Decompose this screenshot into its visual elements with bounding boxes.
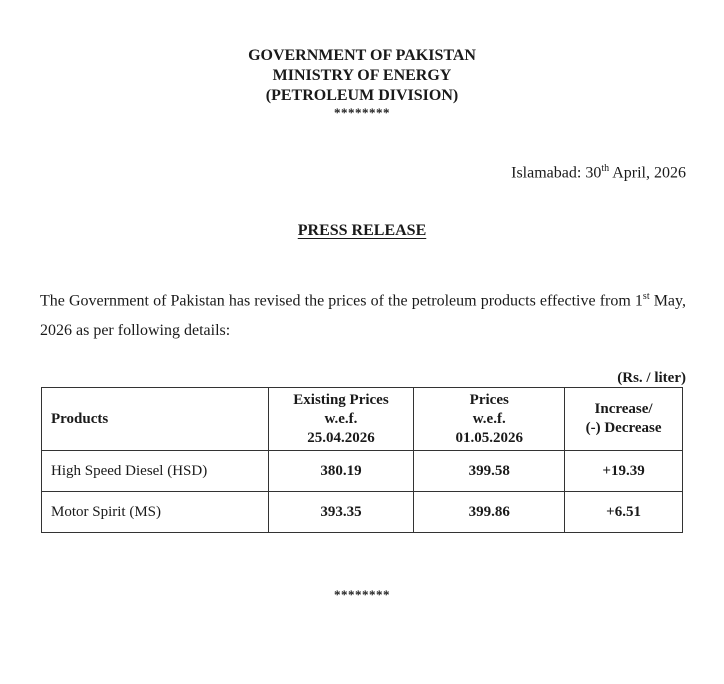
header-change-line2: (-) Decrease [585,420,662,436]
paragraph-ordinal: st [642,291,650,302]
table-row [42,492,683,533]
price-table [41,387,683,533]
page-title [0,222,724,240]
product-name: Motor Spirit (MS) [42,492,269,533]
header-division: (PETROLEUM DIVISION) [265,87,459,104]
existing-price: 380.19 [268,451,414,492]
header-prices-line1: Prices [469,391,509,408]
header-new-prices [414,388,565,451]
header-existing-line2: w.e.f. [324,410,358,427]
dateline-suffix: April, 2026 [609,164,686,182]
paragraph-text: The Government of Pakistan has revised the prices of the petroleum products effective from 1 [40,292,643,310]
table-row [42,451,683,492]
paragraph-text-end: May, 2026 as per following details: [40,292,686,340]
existing-price: 393.35 [268,492,414,533]
header-change-line1: Increase/ [594,401,653,417]
price-change: +19.39 [565,451,683,492]
footer-stars: ******** [334,587,390,602]
unit-label: (Rs. / liter) [617,370,686,386]
header-existing-line3: 25.04.2026 [307,429,375,446]
header-government: GOVERNMENT OF PAKISTAN [248,47,476,64]
dateline-ordinal: th [601,163,610,174]
header-existing-prices [268,388,414,451]
header-products: Products [42,388,269,451]
new-price: 399.58 [414,451,565,492]
table-header-row [42,388,683,451]
dateline [511,163,686,182]
header-prices-line3: 01.05.2026 [455,429,523,446]
product-name: High Speed Diesel (HSD) [42,451,269,492]
header-existing-line1: Existing Prices [293,391,389,408]
header-ministry: MINISTRY OF ENERGY [272,67,452,84]
header-stars: ******** [334,105,390,120]
dateline-prefix: Islamabad: 30 [511,164,602,182]
press-release-title: PRESS RELEASE [297,222,427,239]
new-price: 399.86 [414,492,565,533]
price-change: +6.51 [565,492,683,533]
header-change [565,388,683,451]
intro-paragraph [40,282,686,346]
header-prices-line2: w.e.f. [472,410,506,427]
